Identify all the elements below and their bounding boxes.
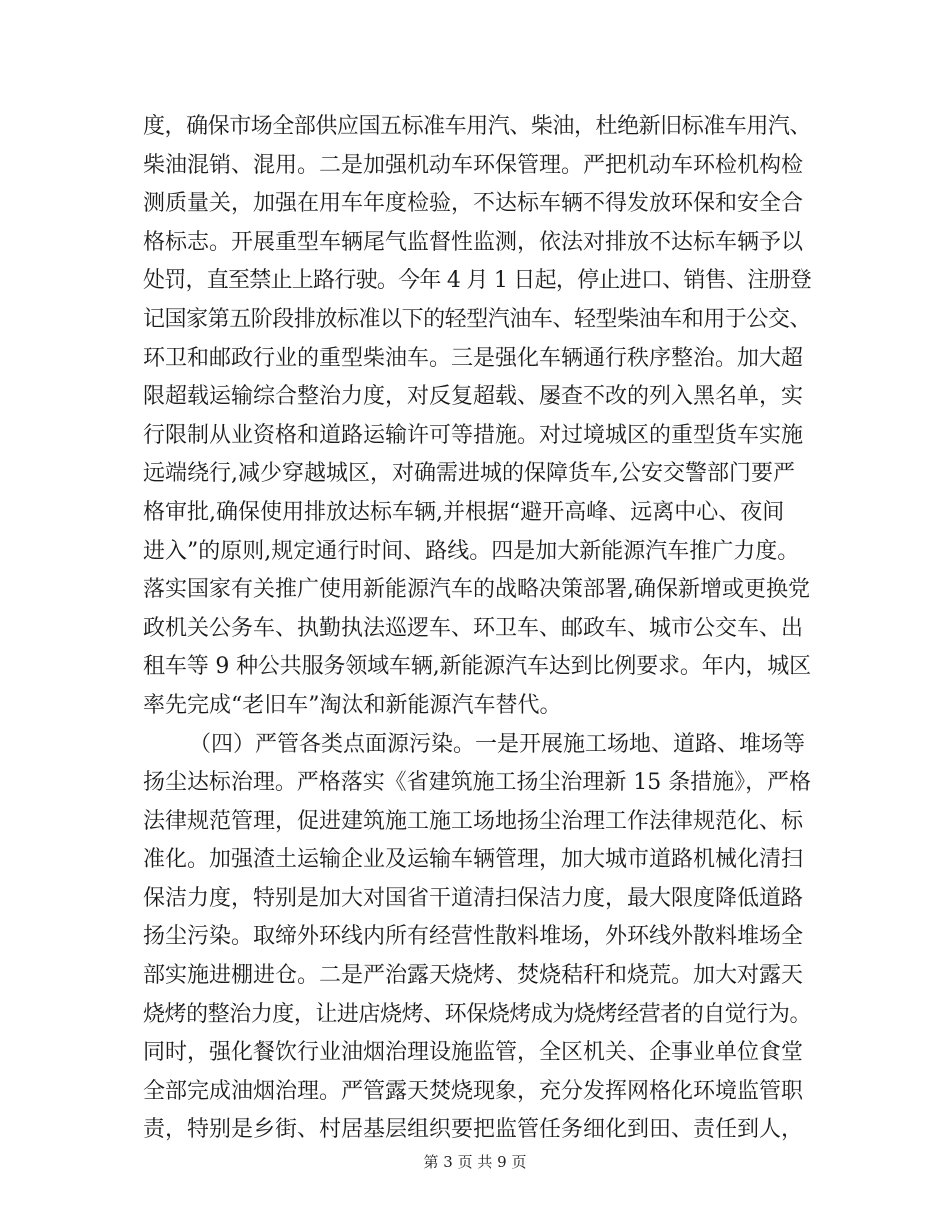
text-line: 租车等 9 种公共服务领域车辆,新能源汽车达到比例要求。年内，城区 bbox=[143, 654, 811, 680]
text-line: 环卫和邮政行业的重型柴油车。三是强化车辆通行秩序整治。加大超 bbox=[143, 345, 804, 371]
text-line: 测质量关，加强在用车年度检验，不达标车辆不得发放环保和安全合 bbox=[143, 191, 804, 217]
text-line: 率先完成“老旧车”淘汰和新能源汽车替代。 bbox=[143, 692, 562, 718]
text-line: 行限制从业资格和道路运输许可等措施。对过境城区的重型货车实施 bbox=[143, 422, 804, 448]
text-line: 准化。加强渣土运输企业及运输车辆管理，加大城市道路机械化清扫 bbox=[143, 847, 804, 873]
text-line: 格审批,确保使用排放达标车辆,并根据“避开高峰、远离中心、夜间 bbox=[143, 499, 785, 525]
text-line: 处罚，直至禁止上路行驶。今年 4 月 1 日起，停止进口、销售、注册登 bbox=[143, 268, 811, 294]
text-line: 远端绕行,减少穿越城区，对确需进城的保障货车,公安交警部门要严 bbox=[143, 461, 795, 487]
page-number: 第 3 页 共 9 页 bbox=[423, 1153, 527, 1171]
text-line: 部实施进棚进仓。二是严治露天烧烤、焚烧秸秆和烧荒。加大对露天 bbox=[143, 963, 804, 989]
text-line: 同时，强化餐饮行业油烟治理设施监管，全区机关、企事业单位食堂 bbox=[143, 1040, 804, 1066]
text-line: 度，确保市场全部供应国五标准车用汽、柴油，杜绝新旧标准车用汽、 bbox=[143, 114, 812, 139]
paragraph-vehicle-control bbox=[143, 108, 811, 726]
text-line: 法律规范管理，促进建筑施工施工场地扬尘治理工作法律规范化、标 bbox=[143, 808, 804, 834]
text-line: 烧烤的整治力度，让进店烧烤、环保烧烤成为烧烤经营者的自觉行为。 bbox=[143, 1001, 812, 1027]
text-line: 记国家第五阶段排放标准以下的轻型汽油车、轻型柴油车和用于公交、 bbox=[143, 306, 812, 332]
text-line: 保洁力度，特别是加大对国省干道清扫保洁力度，最大限度降低道路 bbox=[143, 885, 804, 911]
text-line: 扬尘污染。取缔外环线内所有经营性散料堆场，外环线外散料堆场全 bbox=[143, 924, 804, 950]
text-line: 政机关公务车、执勤执法巡逻车、环卫车、邮政车、城市公交车、出 bbox=[143, 615, 804, 641]
text-line: 限超载运输综合整治力度，对反复超载、屡查不改的列入黑名单，实 bbox=[143, 384, 804, 410]
text-line: （四）严管各类点面源污染。一是开展施工场地、道路、堆场等 bbox=[189, 731, 806, 757]
text-line: 格标志。开展重型车辆尾气监督性监测，依法对排放不达标车辆予以 bbox=[143, 229, 804, 255]
body-text bbox=[143, 108, 811, 1150]
text-line: 责，特别是乡街、村居基层组织要把监管任务细化到田、责任到人， bbox=[143, 1117, 804, 1143]
text-line: 扬尘达标治理。严格落实《省建筑施工扬尘治理新 15 条措施》，严格 bbox=[143, 770, 811, 796]
text-line: 落实国家有关推广使用新能源汽车的战略决策部署,确保新增或更换党 bbox=[143, 577, 810, 603]
text-line: 进入”的原则,规定通行时间、路线。四是加大新能源汽车推广力度。 bbox=[143, 538, 800, 564]
paragraph-pollution-sources bbox=[143, 726, 811, 1151]
text-line: 全部完成油烟治理。严管露天焚烧现象，充分发挥网格化环境监管职 bbox=[143, 1078, 804, 1104]
text-line: 柴油混销、混用。二是加强机动车环保管理。严把机动车环检机构检 bbox=[143, 152, 804, 178]
